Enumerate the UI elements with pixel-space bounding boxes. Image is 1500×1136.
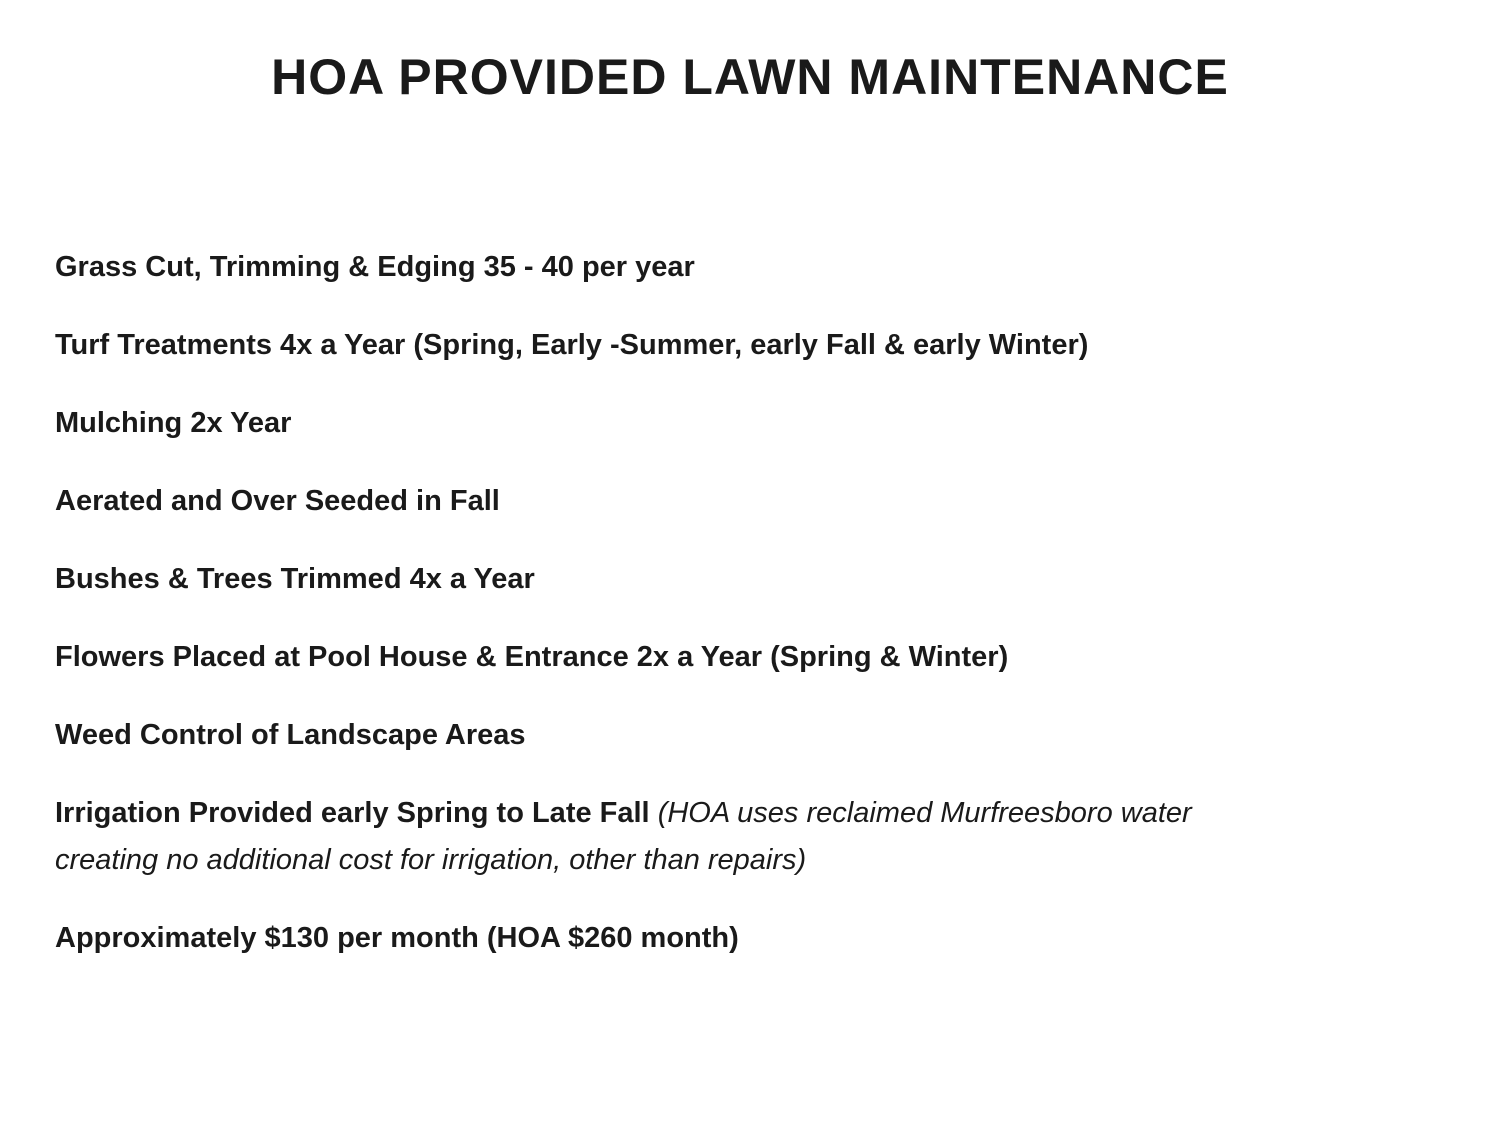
item-grass-cut: Grass Cut, Trimming & Edging 35 - 40 per year: [55, 251, 695, 283]
item-weed-control: Weed Control of Landscape Areas: [55, 719, 526, 751]
item-mulching: Mulching 2x Year: [55, 407, 292, 439]
item-flowers: Flowers Placed at Pool House & Entrance 2x a Year (Spring & Winter): [55, 641, 1009, 673]
item-pricing: Approximately $130 per month (HOA $260 month): [55, 922, 739, 954]
irrigation-note-line1: (HOA uses reclaimed Murfreesboro water: [657, 797, 1192, 829]
item-bushes-trees: Bushes & Trees Trimmed 4x a Year: [55, 563, 535, 595]
irrigation-note-line2: creating no additional cost for irrigation, other than repairs): [55, 844, 807, 876]
irrigation-bold-text: Irrigation Provided early Spring to Late Fall: [55, 797, 650, 829]
item-irrigation: [55, 790, 1445, 884]
maintenance-list: [55, 244, 1445, 993]
item-turf-treatments: Turf Treatments 4x a Year (Spring, Early -Summer, early Fall & early Winter): [55, 329, 1089, 361]
page-title: HOA PROVIDED LAWN MAINTENANCE: [271, 49, 1229, 105]
item-aeration-seeding: Aerated and Over Seeded in Fall: [55, 485, 500, 517]
